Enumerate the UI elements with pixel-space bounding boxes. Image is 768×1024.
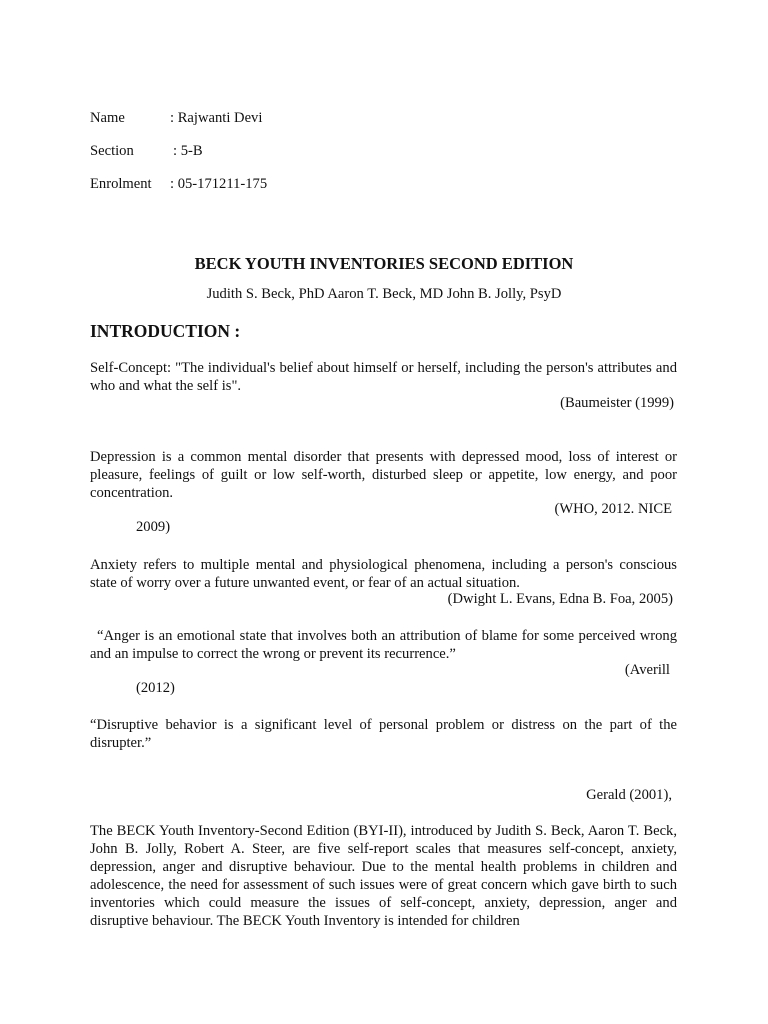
self-concept-citation: (Baumeister (1999) bbox=[560, 395, 674, 411]
enrolment-value: : 05-171211-175 bbox=[170, 176, 268, 192]
introduction-heading: INTRODUCTION : bbox=[90, 321, 241, 341]
name-label: Name bbox=[90, 110, 125, 126]
disruptive-citation: Gerald (2001), bbox=[586, 787, 672, 803]
depression-citation-line1: (WHO, 2012. NICE bbox=[554, 501, 672, 517]
disruptive-definition: “Disruptive behavior is a significant level of personal problem or distress on the part of the disrupter.” bbox=[90, 717, 677, 751]
document-title: BECK YOUTH INVENTORIES SECOND EDITION bbox=[194, 254, 574, 273]
section-label: Section bbox=[90, 143, 134, 159]
depression-definition: Depression is a common mental disorder that presents with depressed mood, loss of interest or pleasure, feelings of guilt or low self-worth, disturbed sleep or appetite, low energy, and poor concentration. bbox=[90, 449, 677, 501]
byi-paragraph: The BECK Youth Inventory-Second Edition (BYI-II), introduced by Judith S. Beck, Aaron T. Beck, John B. Jolly, Robert A. Steer, are five self-report scales that measures self-concept, anxiety, depression, anger and disruptive behaviour. Due to the mental health problems in children and adolescence, the need for assessment of such issues were of great concern which gave birth to such inventories which could measure the issues of self-concept, anxiety, depression, anger and disruptive behaviour. The BECK Youth Inventory is intended for children bbox=[90, 823, 677, 929]
anger-definition: “Anger is an emotional state that involves both an attribution of blame for some perceived wrong and an impulse to correct the wrong or prevent its recurrence.” bbox=[90, 628, 677, 662]
section-value: : 5-B bbox=[173, 143, 203, 159]
depression-citation-line2: 2009) bbox=[136, 519, 171, 535]
anger-citation-line1: (Averill bbox=[624, 662, 670, 678]
anxiety-citation: (Dwight L. Evans, Edna B. Foa, 2005) bbox=[447, 591, 673, 607]
anger-citation-line2: (2012) bbox=[136, 680, 175, 696]
anxiety-definition: Anxiety refers to multiple mental and physiological phenomena, including a person's conscious state of worry over a future unwanted event, or fear of an actual situation. bbox=[90, 557, 677, 591]
self-concept-definition: Self-Concept: "The individual's belief about himself or herself, including the person's attributes and who and what the self is". bbox=[90, 360, 677, 394]
enrolment-label: Enrolment bbox=[90, 176, 152, 192]
document-authors: Judith S. Beck, PhD Aaron T. Beck, MD John B. Jolly, PsyD bbox=[206, 286, 562, 302]
name-value: : Rajwanti Devi bbox=[170, 110, 263, 126]
